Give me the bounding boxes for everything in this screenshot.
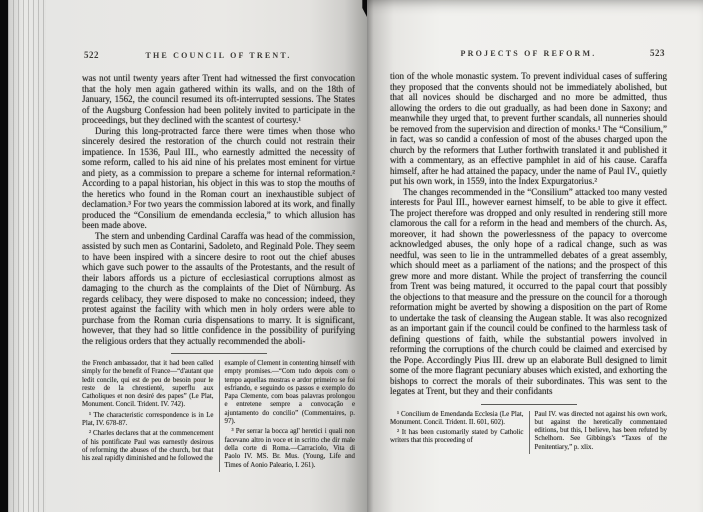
- right-page: [367, 0, 703, 512]
- body-paragraph: The changes recommended in the “Consilium” attacked too many vested interests for Paul III., however earnest himself, to be able to give it effect. The project therefore was dropped and only resulted in rendering still more clamorous the call for a reform in the head and members of the church. As, moreover, it had shown the powerlessness of the papacy to overcome acknowledged abuses, the only hope of a radical change, such as was needful, was seen to lie in the untrammelled debates of a great assembly, which should meet as a parliament of the nations; and the prospect of this grew more and more distant. While the project of transferring the council from Trent was being matured, it occurred to the papal court that possibly the objections to that measure and the pressure on the council for a thorough reformation might be averted by showing a disposition on the part of Rome to undertake the task of cleansing the Augean stable. It was also recognized as an important gain if the council could be confined to the harmless task of defining questions of faith, while the substantial powers involved in reforming the corruptions of the church could be claimed and exercised by the Pope. Accordingly Pius III. drew up an elaborate Bull designed to limit some of the more flagrant pecuniary abuses which existed, and exhorting the bishops to correct the morals of their subordinates. This was sent to the legates at Trent, but they and their confidants: [390, 186, 667, 396]
- left-footnote-column-2: [219, 360, 356, 472]
- footnote: ¹ The characteristic correspondence is in Le Plat, IV. 678-87.: [82, 411, 214, 428]
- right-page-header: [390, 48, 667, 61]
- footnote: ³ Per serrar la bocca agl' heretici i quali non facevano altro in voce et in scritto che dir male della corte di Roma.—Carraciolo, Vita di Paolo IV. MS. Br. Mus. (Young, Life and Times of Aonio Paleario, I. 261).: [224, 428, 355, 469]
- body-paragraph: The stern and unbending Cardinal Caraffa was head of the commission, assisted by such men as Contarini, Sadoleto, and Reginald Pole. They seem to have been inspired with a sincere desire to root out the chief abuses which gave such power to the assaults of the Protestants, and the result of their labors affords us a picture of ecclesiastical corruptions almost as damaging to the church as the complaints of the Diet of Nürnburg. As regards celibacy, they were disposed to make no concession; indeed, they protest against the facility with which men in holy orders were able to purchase from the Roman curia dispensations to marry. It is significant, however, that they had so little confidence in the possibility of purifying the religious orders that they actually recommended the aboli-: [82, 230, 355, 346]
- body-paragraph: tion of the whole monastic system. To prevent individual cases of suffering they proposed that the convents should not be immediately abolished, but that all novices should be discharged and no more be admitted, thus allowing the orders to die out gradually, as had been done in Saxony; and meanwhile they urged that, to prevent further scandals, all nunneries should be removed from the supervision and direction of monks.¹ The “Consilium,” in fact, was so candid a confession of most of the abuses charged upon the church by the reformers that Luther forthwith translated it and published it with a commentary, as an effective pamphlet in aid of his cause. Caraffa himself, after he had attained the papacy, under the name of Paul IV., quietly put his own work, in 1559, into the Index Expurgatorius.²: [390, 71, 667, 186]
- left-running-header: THE COUNCIL OF TRENT.: [145, 51, 292, 60]
- body-paragraph: was not until twenty years after Trent had witnessed the first convocation that the holy men again gathered within its walls, and on the 18th of January, 1562, the council resumed its oft-interrupted sessions. The States of the Augsburg Confession had been politely invited to participate in the proceedings, but they declined with the scantest of courtesy.¹: [82, 73, 355, 125]
- body-paragraph: During this long-protracted farce there were times when those who sincerely desired the restoration of the church could not restrain their impatience. In 1536, Paul III., who earnestly admitted the necessity of some reform, called to his aid nine of his prelates most eminent for virtue and piety, as a commission to prepare a scheme for internal reformation.² According to a papal historian, his object in this was to stop the mouths of the heretics who found in the Roman court an inexhaustible subject of declamation.³ For two years the commission labored at its work, and finally produced the “Consilium de emendanda ecclesia,” to which allusion has been made above.: [82, 125, 355, 230]
- right-body-text: [390, 71, 667, 397]
- right-footnotes: [390, 411, 667, 454]
- right-footnote-column-2: [529, 411, 668, 454]
- footnote: the French ambassador, that it had been called simply for the benefit of France—“d'autant que ledit concile, qui est de peu de besoin pour le reste de la chrestienté, superflu aux Catholiques et non desiré des papes” (Le Plat, Monument. Concil. Trident. IV. 742).: [82, 360, 214, 409]
- left-page-number: 522: [84, 50, 99, 60]
- left-body-text: [82, 73, 355, 346]
- right-page-number: 523: [650, 48, 665, 58]
- footnote: Paul IV. was directed not against his own work, but against the heretically commentated editions, but this, I believe, has been refuted by Schelhorn. See Gibbings's “Taxes of the Penitentiary,” p. xlix.: [534, 410, 667, 451]
- footnote: ² It has been customarily stated by Catholic writers that this proceeding of: [390, 429, 524, 445]
- left-page: [46, 0, 367, 512]
- right-running-header: PROJECTS OF REFORM.: [460, 49, 597, 58]
- footnote-separator-rule: [481, 404, 577, 405]
- footnote-separator-rule: [171, 353, 267, 354]
- right-footnote-column-1: [390, 411, 529, 454]
- left-page-header: [82, 50, 355, 63]
- left-footnote-column-1: [82, 360, 219, 472]
- left-footnotes: [82, 360, 355, 472]
- stacked-page-edges: [8, 0, 48, 512]
- footnote: ¹ Concilium de Emendanda Ecclesia (Le Plat, Monument. Concil. Trident. II. 601, 602).: [390, 410, 524, 426]
- footnote: ² Charles declares that at the commencement of his pontificate Paul was earnestly desirous of reforming the abuses of the church, but that his zeal rapidly diminished and he followed the: [82, 430, 214, 463]
- footnote: example of Clement in contenting himself with empty promises.—“Com tudo depois com o tempo aquellas mostras e ardor primeiro se foi esfriando, e seguindo os passos e exemplo do Papa Clemente, com boas palavras prolongou e entretene sempre a convocação e ajuntamento do concilio” (Commentaires, p. 97).: [224, 360, 355, 426]
